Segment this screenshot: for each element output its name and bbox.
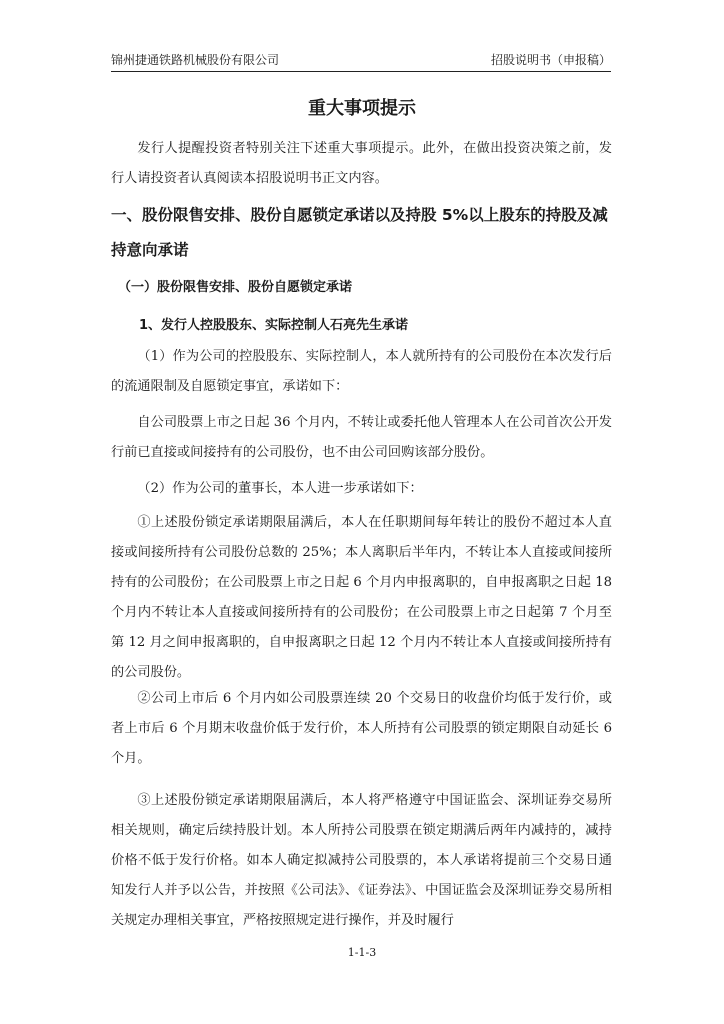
page-number: 1-1-3 xyxy=(347,946,377,959)
subsection-1-heading: （一）股份限售安排、股份自愿锁定承诺 xyxy=(118,280,353,295)
paragraph-6: ③上述股份锁定承诺期限届满后，本人将严格遵守中国证监会、深圳证券交易所相关规则，确定后续持股计划。本人所持公司股票在锁定期满后两年内减持的，减持价格不低于发行价格。如本人确定拟减持公司股票的，本人承诺将提前三个交易日通知发行人并予以公告，并按照《公司法》、《证券法》、中国证监会及深圳证券交易所相关规定办理相关事宜，严格按照规定进行操作，并及时履行 xyxy=(111,793,612,928)
header-company: 锦州捷通铁路机械股份有限公司 xyxy=(111,53,280,67)
item-1-heading: 1、发行人控股股东、实际控制人石亮先生承诺 xyxy=(139,318,409,333)
header-doc-type: 招股说明书（申报稿） xyxy=(490,53,611,67)
paragraph-4: ①上述股份锁定承诺期限届满后，本人在任职期间每年转让的股份不超过本人直接或间接所持有公司股份总数的 25%；本人离职后半年内，不转让本人直接或间接所持有的公司股份；在公司股票上市之日起 6 个月内申报离职的，自申报离职之日起 18 个月内不转让本人直接或间接所持有的公司股份；在公司股票上市之日起第 7 个月至第 12 月之间申报离职的，自申报离职之日起 12 个月内不转让本人直接或间接所持有的公司股份。 xyxy=(111,515,612,680)
section-1-heading: 一、股份限售安排、股份自愿锁定承诺以及持股 5%以上股东的持股及减持意向承诺 xyxy=(111,206,608,259)
paragraph-5: ②公司上市后 6 个月内如公司股票连续 20 个交易日的收盘价均低于发行价，或者上市后 6 个月期末收盘价低于发行价，本人所持有公司股票的锁定期限自动延长 6 个月。 xyxy=(111,691,612,766)
paragraph-3: （2）作为公司的董事长，本人进一步承诺如下： xyxy=(137,481,423,496)
page-header xyxy=(111,46,611,72)
paragraph-2: 自公司股票上市之日起 36 个月内，不转让或委托他人管理本人在公司首次公开发行前已直接或间接持有的公司股份，也不由公司回购该部分股份。 xyxy=(111,415,612,460)
page-title: 重大事项提示 xyxy=(308,98,416,119)
paragraph-1: （1）作为公司的控股股东、实际控制人，本人就所持有的公司股份在本次发行后的流通限制及自愿锁定事宜，承诺如下： xyxy=(111,349,612,394)
intro-paragraph: 发行人提醒投资者特别关注下述重大事项提示。此外，在做出投资决策之前，发行人请投资者认真阅读本招股说明书正文内容。 xyxy=(111,141,612,186)
